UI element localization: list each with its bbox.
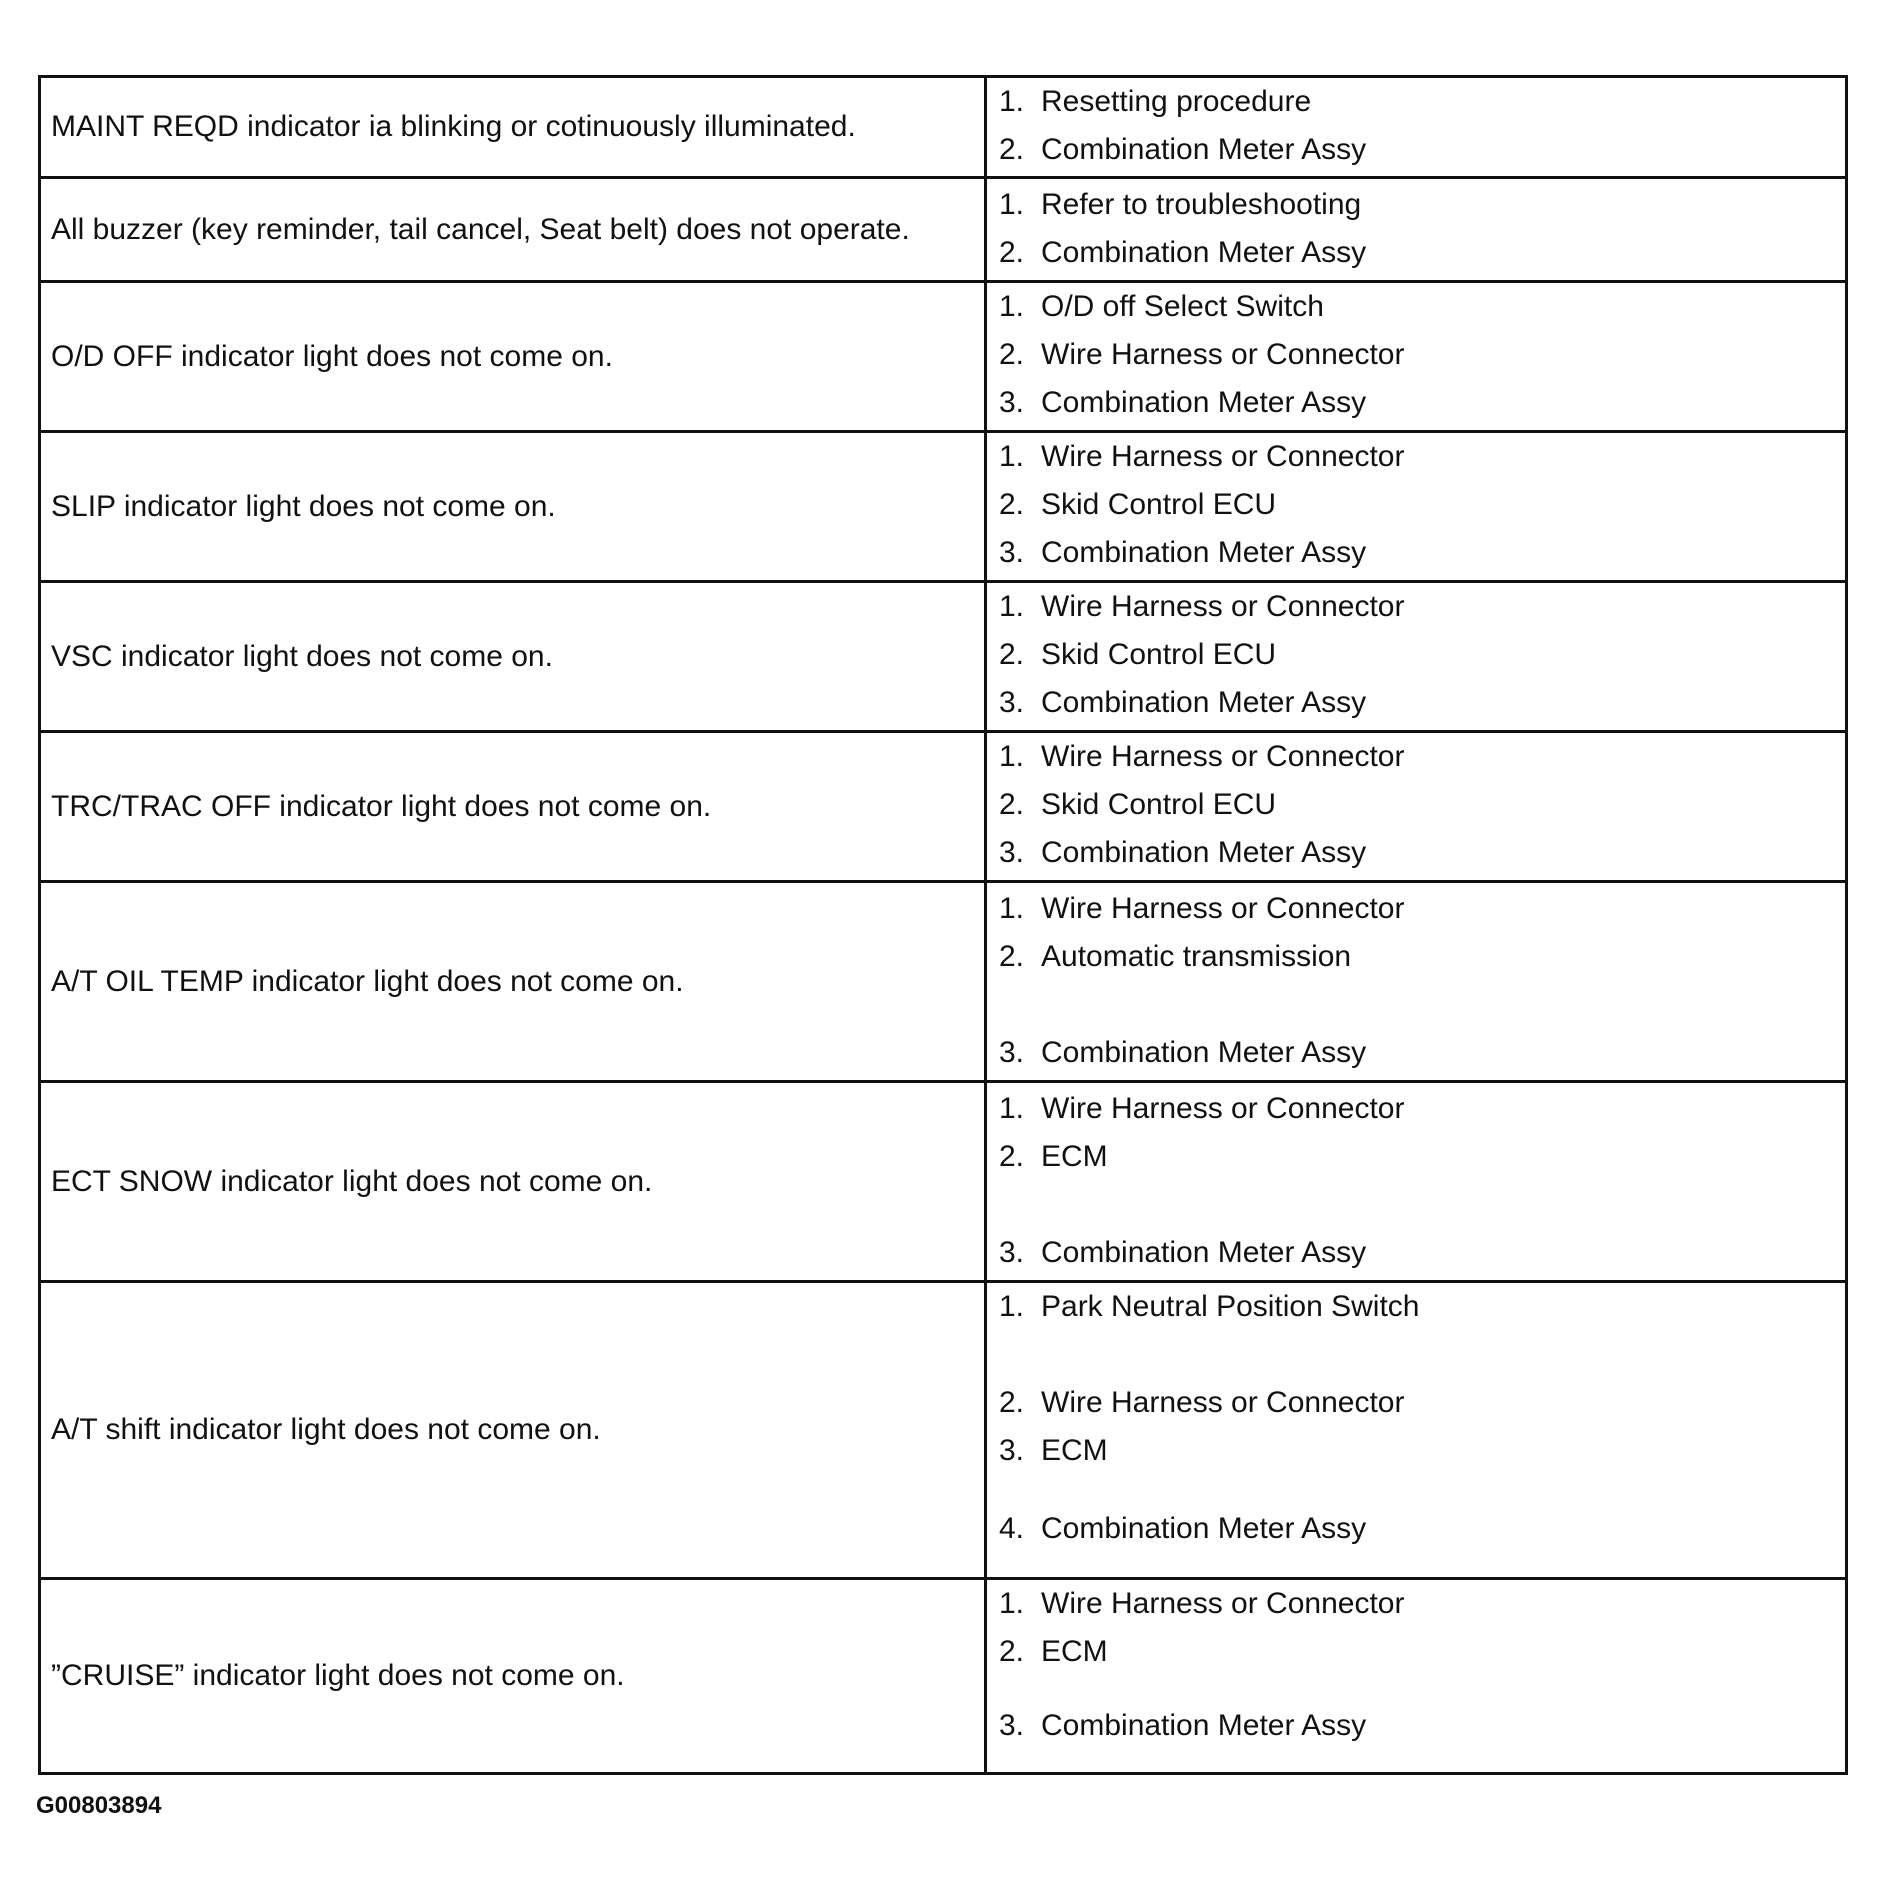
- figure-code: G00803894: [36, 1792, 162, 1819]
- suspect-area-number: 2.: [999, 638, 1025, 671]
- suspect-area-number: 1.: [999, 892, 1025, 925]
- suspect-area-text: Resetting procedure: [1041, 85, 1312, 118]
- suspect-area-cell: [986, 732, 1847, 882]
- suspect-area-item: [987, 1702, 1845, 1750]
- suspect-area-number: 3.: [999, 1434, 1025, 1467]
- symptom-cell: TRC/TRAC OFF indicator light does not come on.: [40, 732, 986, 882]
- suspect-area-item: [987, 1580, 1845, 1628]
- suspect-area-item: [987, 481, 1845, 529]
- suspect-area-number: 1.: [999, 440, 1025, 473]
- suspect-area-item: [987, 829, 1845, 877]
- suspect-area-cell: [986, 1082, 1847, 1282]
- suspect-area-text: Combination Meter Assy: [1041, 1036, 1367, 1069]
- suspect-area-number: 2.: [999, 488, 1025, 521]
- suspect-area-text: Combination Meter Assy: [1041, 536, 1367, 569]
- suspect-area-number: 2.: [999, 1140, 1025, 1173]
- symptom-cell: ECT SNOW indicator light does not come on.: [40, 1082, 986, 1282]
- suspect-area-item: [987, 1628, 1845, 1676]
- suspect-area-number: 1.: [999, 590, 1025, 623]
- suspect-area-item: [987, 529, 1845, 577]
- table-row: [40, 432, 1847, 582]
- suspect-area-text: Wire Harness or Connector: [1041, 1092, 1405, 1125]
- table-row: [40, 732, 1847, 882]
- suspect-area-text: ECM: [1041, 1140, 1108, 1173]
- suspect-area-text: Combination Meter Assy: [1041, 133, 1367, 166]
- suspect-area-number: 2.: [999, 940, 1025, 973]
- suspect-area-item: [987, 631, 1845, 679]
- suspect-area-cell: [986, 432, 1847, 582]
- symptom-cell: MAINT REQD indicator ia blinking or cotinuously illuminated.: [40, 77, 986, 178]
- suspect-area-item: [987, 1133, 1845, 1181]
- suspect-area-text: O/D off Select Switch: [1041, 290, 1324, 323]
- suspect-area-item: [987, 1029, 1845, 1077]
- suspect-area-text: Combination Meter Assy: [1041, 236, 1367, 269]
- suspect-area-text: Park Neutral Position Switch: [1041, 1290, 1420, 1323]
- suspect-area-text: Skid Control ECU: [1041, 488, 1277, 521]
- symptom-cell: A/T OIL TEMP indicator light does not come on.: [40, 882, 986, 1082]
- suspect-area-item: [987, 733, 1845, 781]
- suspect-area-cell: [986, 178, 1847, 282]
- troubleshooting-table: [38, 75, 1848, 1775]
- suspect-area-number: 2.: [999, 1635, 1025, 1668]
- suspect-area-cell: [986, 1282, 1847, 1579]
- suspect-area-item: [987, 583, 1845, 631]
- suspect-area-number: 2.: [999, 1386, 1025, 1419]
- suspect-area-text: Wire Harness or Connector: [1041, 1587, 1405, 1620]
- suspect-area-number: 2.: [999, 788, 1025, 821]
- suspect-area-cell: [986, 77, 1847, 178]
- suspect-area-number: 3.: [999, 1036, 1025, 1069]
- suspect-area-item: [987, 1505, 1845, 1553]
- suspect-area-item: [987, 78, 1845, 126]
- suspect-area-number: 4.: [999, 1512, 1025, 1545]
- symptom-cell: O/D OFF indicator light does not come on.: [40, 282, 986, 432]
- suspect-area-text: ECM: [1041, 1635, 1108, 1668]
- suspect-area-number: 3.: [999, 386, 1025, 419]
- suspect-area-text: ECM: [1041, 1434, 1108, 1467]
- suspect-area-item: [987, 1379, 1845, 1427]
- suspect-area-text: Skid Control ECU: [1041, 788, 1277, 821]
- suspect-area-item: [987, 1229, 1845, 1277]
- suspect-area-number: 2.: [999, 133, 1025, 166]
- suspect-area-text: Wire Harness or Connector: [1041, 590, 1405, 623]
- table-row: [40, 1082, 1847, 1282]
- suspect-area-item: [987, 781, 1845, 829]
- table-row: [40, 1282, 1847, 1579]
- symptom-cell: All buzzer (key reminder, tail cancel, Seat belt) does not operate.: [40, 178, 986, 282]
- suspect-area-number: 2.: [999, 338, 1025, 371]
- suspect-area-item: [987, 679, 1845, 727]
- suspect-area-item: [987, 885, 1845, 933]
- suspect-area-text: Wire Harness or Connector: [1041, 740, 1405, 773]
- table-row: [40, 882, 1847, 1082]
- suspect-area-number: 3.: [999, 1709, 1025, 1742]
- suspect-area-item: [987, 181, 1845, 229]
- suspect-area-number: 1.: [999, 1290, 1025, 1323]
- suspect-area-item: [987, 1427, 1845, 1475]
- suspect-area-text: Combination Meter Assy: [1041, 1709, 1367, 1742]
- suspect-area-text: Wire Harness or Connector: [1041, 440, 1405, 473]
- suspect-area-number: 3.: [999, 1236, 1025, 1269]
- suspect-area-item: [987, 379, 1845, 427]
- suspect-area-text: Wire Harness or Connector: [1041, 892, 1405, 925]
- suspect-area-number: 3.: [999, 536, 1025, 569]
- suspect-area-number: 1.: [999, 188, 1025, 221]
- table-row: [40, 282, 1847, 432]
- symptom-cell: ”CRUISE” indicator light does not come on.: [40, 1579, 986, 1774]
- suspect-area-text: Combination Meter Assy: [1041, 1512, 1367, 1545]
- suspect-area-item: [987, 1085, 1845, 1133]
- symptom-cell: A/T shift indicator light does not come on.: [40, 1282, 986, 1579]
- suspect-area-text: Combination Meter Assy: [1041, 386, 1367, 419]
- suspect-area-item: [987, 433, 1845, 481]
- suspect-area-text: Skid Control ECU: [1041, 638, 1277, 671]
- suspect-area-item: [987, 933, 1845, 981]
- table-row: [40, 582, 1847, 732]
- suspect-area-item: [987, 331, 1845, 379]
- symptom-cell: SLIP indicator light does not come on.: [40, 432, 986, 582]
- suspect-area-cell: [986, 282, 1847, 432]
- suspect-area-number: 1.: [999, 1587, 1025, 1620]
- suspect-area-number: 2.: [999, 236, 1025, 269]
- suspect-area-text: Combination Meter Assy: [1041, 686, 1367, 719]
- suspect-area-number: 1.: [999, 740, 1025, 773]
- suspect-area-text: Wire Harness or Connector: [1041, 338, 1405, 371]
- suspect-area-text: Combination Meter Assy: [1041, 1236, 1367, 1269]
- suspect-area-number: 1.: [999, 1092, 1025, 1125]
- suspect-area-text: Combination Meter Assy: [1041, 836, 1367, 869]
- suspect-area-cell: [986, 582, 1847, 732]
- table-row: [40, 77, 1847, 178]
- suspect-area-text: Wire Harness or Connector: [1041, 1386, 1405, 1419]
- suspect-area-number: 3.: [999, 686, 1025, 719]
- table-body: [40, 77, 1847, 1774]
- suspect-area-number: 3.: [999, 836, 1025, 869]
- suspect-area-item: [987, 126, 1845, 174]
- suspect-area-cell: [986, 882, 1847, 1082]
- symptom-cell: VSC indicator light does not come on.: [40, 582, 986, 732]
- suspect-area-number: 1.: [999, 85, 1025, 118]
- table-row: [40, 178, 1847, 282]
- suspect-area-number: 1.: [999, 290, 1025, 323]
- table-row: [40, 1579, 1847, 1774]
- suspect-area-text: Refer to troubleshooting: [1041, 188, 1362, 221]
- suspect-area-item: [987, 283, 1845, 331]
- suspect-area-text: Automatic transmission: [1041, 940, 1352, 973]
- suspect-area-item: [987, 1283, 1845, 1331]
- suspect-area-cell: [986, 1579, 1847, 1774]
- suspect-area-item: [987, 229, 1845, 277]
